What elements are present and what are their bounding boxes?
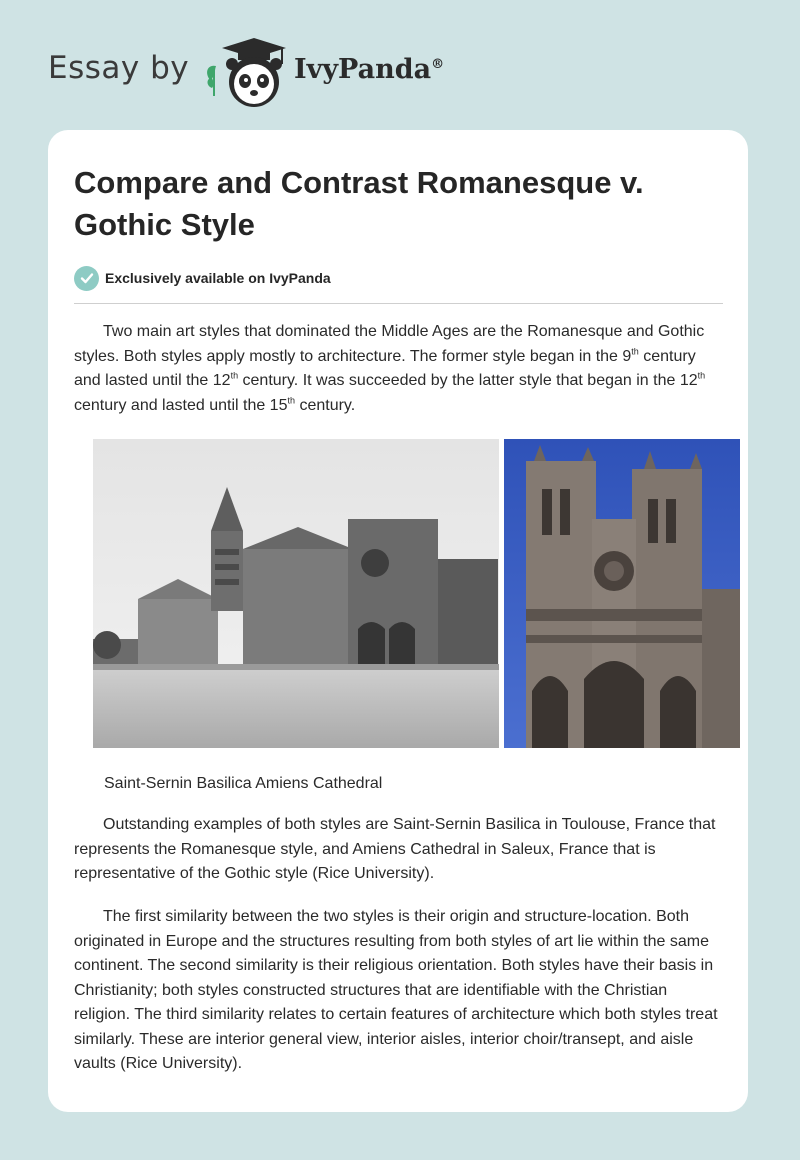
superscript-th: th [230, 370, 239, 381]
saint-sernin-basilica-image [93, 439, 499, 748]
p1-part: century and lasted until the 15 [74, 396, 288, 414]
registered-mark: ® [431, 57, 445, 72]
brand-text: IvyPanda [294, 54, 432, 85]
paragraph-similarities: The first similarity between the two styles is their origin and structure-location. Both originated in Europe and the structures resulting from both styles of art lie within the same continent. The second similarity is their religious orientation. Both styles have their basis in Christianity; both styles constructed structures that are identifiable with the Christian religion. The third similarity relates to certain features of architecture which both styles treat similarly. These are interior general view, interior aisles, interior choir/transept, and aisle vaults (Rice University). [74, 908, 718, 1072]
badge-text: Exclusively available on IvyPanda [105, 270, 331, 286]
paragraph-intro [74, 320, 726, 418]
exclusive-badge [74, 264, 331, 292]
essay-by-label: Essay by [48, 50, 190, 86]
p1-part: century. It was succeeded by the latter style that began in the 12 [238, 372, 698, 389]
brand-name[interactable] [294, 54, 444, 85]
superscript-th: th [631, 346, 639, 357]
essay-card [48, 130, 748, 1112]
p1-part: century. [295, 396, 356, 414]
site-header [48, 36, 508, 106]
p1-part: Two main art styles that dominated the Middle Ages are the Romanesque and Gothic styles. Both styles apply mostly to architecture. The former style began in the 9 [74, 323, 705, 365]
paragraph-examples: Outstanding examples of both styles are Saint-Sernin Basilica in Toulouse, France that represents the Romanesque style, and Amiens Cathedral in Saleux, France that is representative of the Gothic style (Rice University). [74, 816, 716, 882]
p1-part: century and lasted until the 12 [74, 347, 696, 389]
superscript-th: th [697, 370, 706, 381]
divider [74, 303, 723, 304]
image-caption: Saint-Sernin Basilica Amiens Cathedral [104, 775, 383, 792]
check-icon [74, 266, 99, 291]
page-title: Compare and Contrast Romanesque v. Gothic Style [74, 165, 644, 242]
amiens-cathedral-image [504, 439, 740, 748]
superscript-th: th [287, 395, 295, 406]
panda-logo-icon[interactable] [202, 36, 292, 110]
